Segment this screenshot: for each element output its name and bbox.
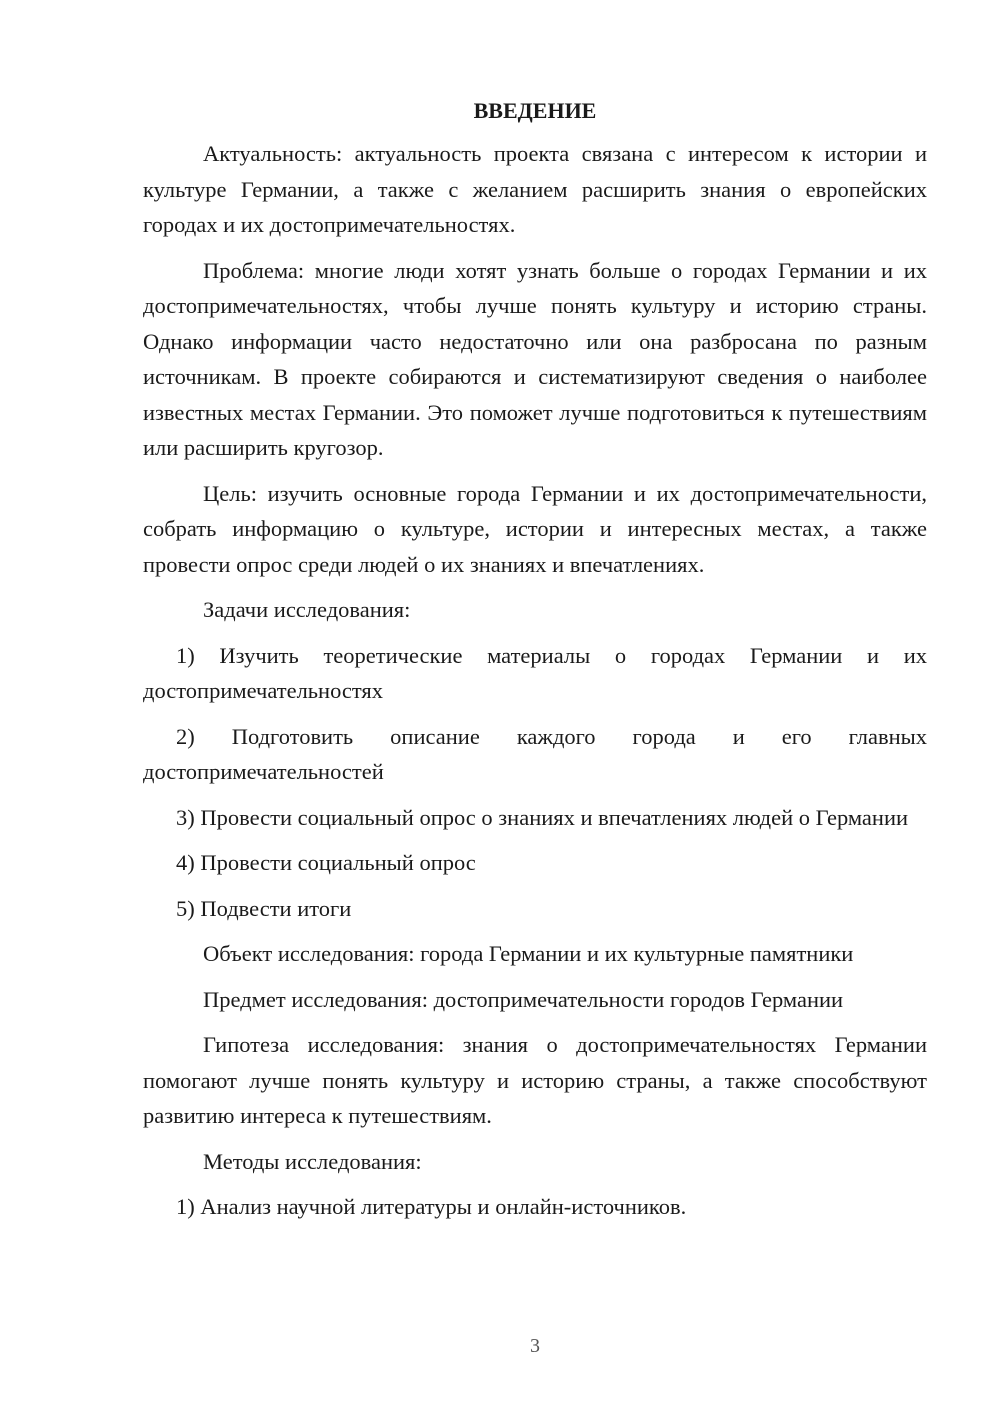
paragraph-hypothesis: Гипотеза исследования: знания о достопримечательностях Германии помогают лучше понять культуру и историю страны, а также способствуют развитию интереса к путешествиям. — [143, 1032, 927, 1128]
task-item-4: 4) Провести социальный опрос — [176, 850, 476, 875]
task-item-5: 5) Подвести итоги — [176, 895, 352, 921]
task-item-2: 2) Подготовить описание каждого города и его главных достопримечательностей — [143, 723, 927, 784]
paragraph-relevance: Актуальность: актуальность проекта связана с интересом к истории и культуре Германии, а также с желанием расширить знания о европейских городах и их достопримечательностях. — [143, 141, 927, 237]
method-item-1: 1) Анализ научной литературы и онлайн-источников. — [176, 1194, 687, 1219]
section-title: ВВЕДЕНИЕ — [473, 98, 597, 123]
task-item-3: 3) Провести социальный опрос о знаниях и впечатлениях людей о Германии — [176, 804, 909, 830]
paragraph-object: Объект исследования: города Германии и их культурные памятники — [203, 941, 854, 966]
task-item-1: 1) Изучить теоретические материалы о городах Германии и их достопримечательностях — [143, 642, 927, 703]
page-number: 3 — [530, 1335, 540, 1357]
methods-heading: Методы исследования: — [203, 1148, 422, 1174]
paragraph-subject: Предмет исследования: достопримечательности городов Германии — [203, 986, 844, 1012]
paragraph-goal: Цель: изучить основные города Германии и их достопримечательности, собрать информацию о культуре, истории и интересных местах, а также провести опрос среди людей о их знаниях и впечатлениях. — [143, 480, 927, 577]
tasks-heading: Задачи исследования: — [203, 597, 411, 622]
document-page — [143, 95, 927, 1225]
paragraph-problem: Проблема: многие люди хотят узнать больше о городах Германии и их достопримечательностях, чтобы лучше понять культуру и историю страны. Однако информации часто недостаточно или она разбросана по разным источникам. В проекте собираются и систематизируют сведения о наиболее известных местах Германии. Это поможет лучше подготовиться к путешествиям или расширить кругозор. — [143, 257, 927, 460]
